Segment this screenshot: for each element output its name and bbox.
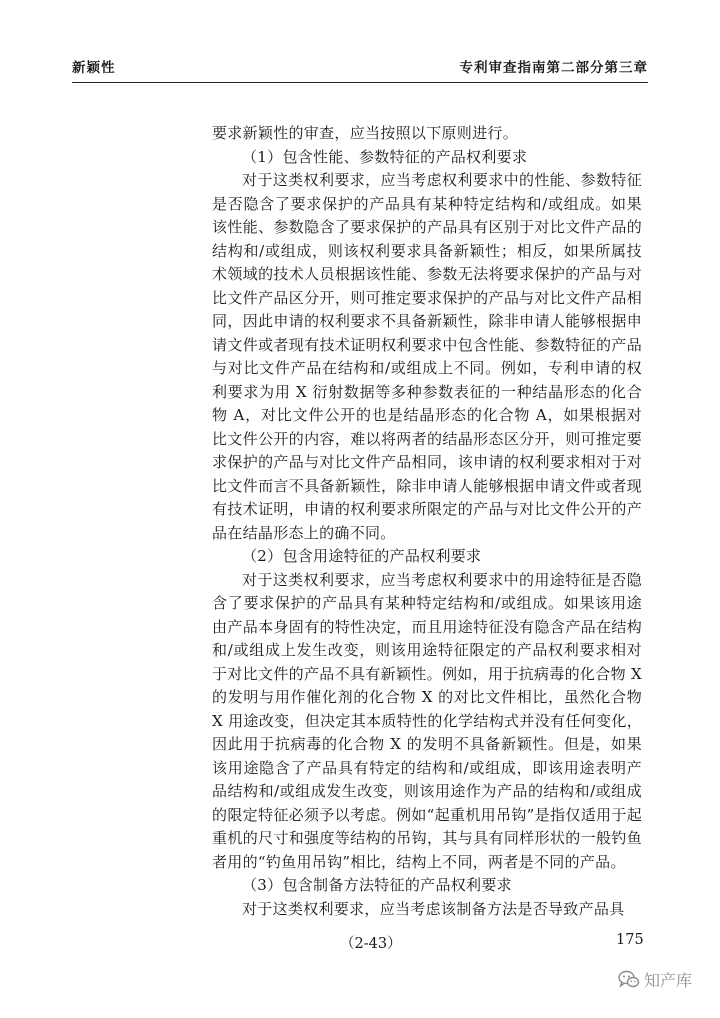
page-reference: （2-43） [340, 936, 402, 952]
section-heading: （3）包含制备方法特征的产品权利要求 [242, 876, 512, 894]
watermark [618, 968, 692, 991]
watermark-text: 知产库 [644, 971, 693, 990]
wechat-icon [618, 970, 640, 989]
body-text [212, 122, 642, 921]
paragraph: 对于这类权利要求，应当考虑该制备方法是否导致产品具 [242, 899, 625, 918]
page-number: 175 [616, 932, 644, 948]
running-header [72, 52, 648, 76]
header-chapter-title: 专利审查指南第二部分第三章 [459, 60, 648, 76]
header-divider [72, 82, 648, 83]
paragraph: 对于这类权利要求，应当考虑权利要求中的性能、参数特征是否隐含了要求保护的产品具有某种特定结构和/或组成。如果该性能、参数隐含了要求保护的产品具有区别于对比文件产品的结构和/或组成，则该权利要求具备新颖性；相反，如果所属技术领域的技术人员根据该性能、参数无法将要求保护的产品与对比文件产品区分开，则可推定要求保护的产品与对比文件产品相同，因此申请的权利要求不具备新颖性，除非申请人能够根据申请文件或者现有技术证明权利要求中包含性能、参数特征的产品与对比文件产品在结构和/或组成上不同。例如，专利申请的权利要求为用 X 衍射数据等多种参数表征的一种结晶形态的化合物 A，对比文件公开的也是结晶形态的化合物 A，如果根据对比文件公开的内容，难以将两者的结晶形态区分开，则可推定要求保护的产品与对比文件产品相同，该申请的权利要求相对于对比文件而言不具备新颖性，除非申请人能够根据申请文件或者现有技术证明，申请的权利要求所限定的产品与对比文件公开的产品在结晶形态上的确不同。 [212, 171, 642, 542]
paragraph: 对于这类权利要求，应当考虑权利要求中的用途特征是否隐含了要求保护的产品具有某种特定结构和/或组成。如果该用途由产品本身固有的特性决定，而且用途特征没有隐含产品在结构和/或组成上发生改变，则该用途特征限定的产品权利要求相对于对比文件的产品不具有新颖性。例如，用于抗病毒的化合物 X 的发明与用作催化剂的化合物 X 的对比文件相比，虽然化合物 X 用途改变，但决定其本质特性的化学结构式并没有任何变化，因此用于抗病毒的化合物 X 的发明不具备新颖性。但是，如果该用途隐含了产品具有特定的结构和/或组成，即该用途表明产品结构和/或组成发生改变，则该用途作为产品的结构和/或组成的限定特征必须予以考虑。例如“起重机用吊钩”是指仅适用于起重机的尺寸和强度等结构的吊钩，其与具有同样形状的一般钓鱼者用的“钓鱼用吊钩”相比，结构上不同，两者是不同的产品。 [212, 570, 642, 871]
section-heading: （2）包含用途特征的产品权利要求 [242, 547, 482, 565]
paragraph: 要求新颖性的审查，应当按照以下原则进行。 [212, 124, 519, 142]
section-heading: （1）包含性能、参数特征的产品权利要求 [242, 147, 528, 166]
header-section-title: 新颖性 [72, 60, 116, 76]
